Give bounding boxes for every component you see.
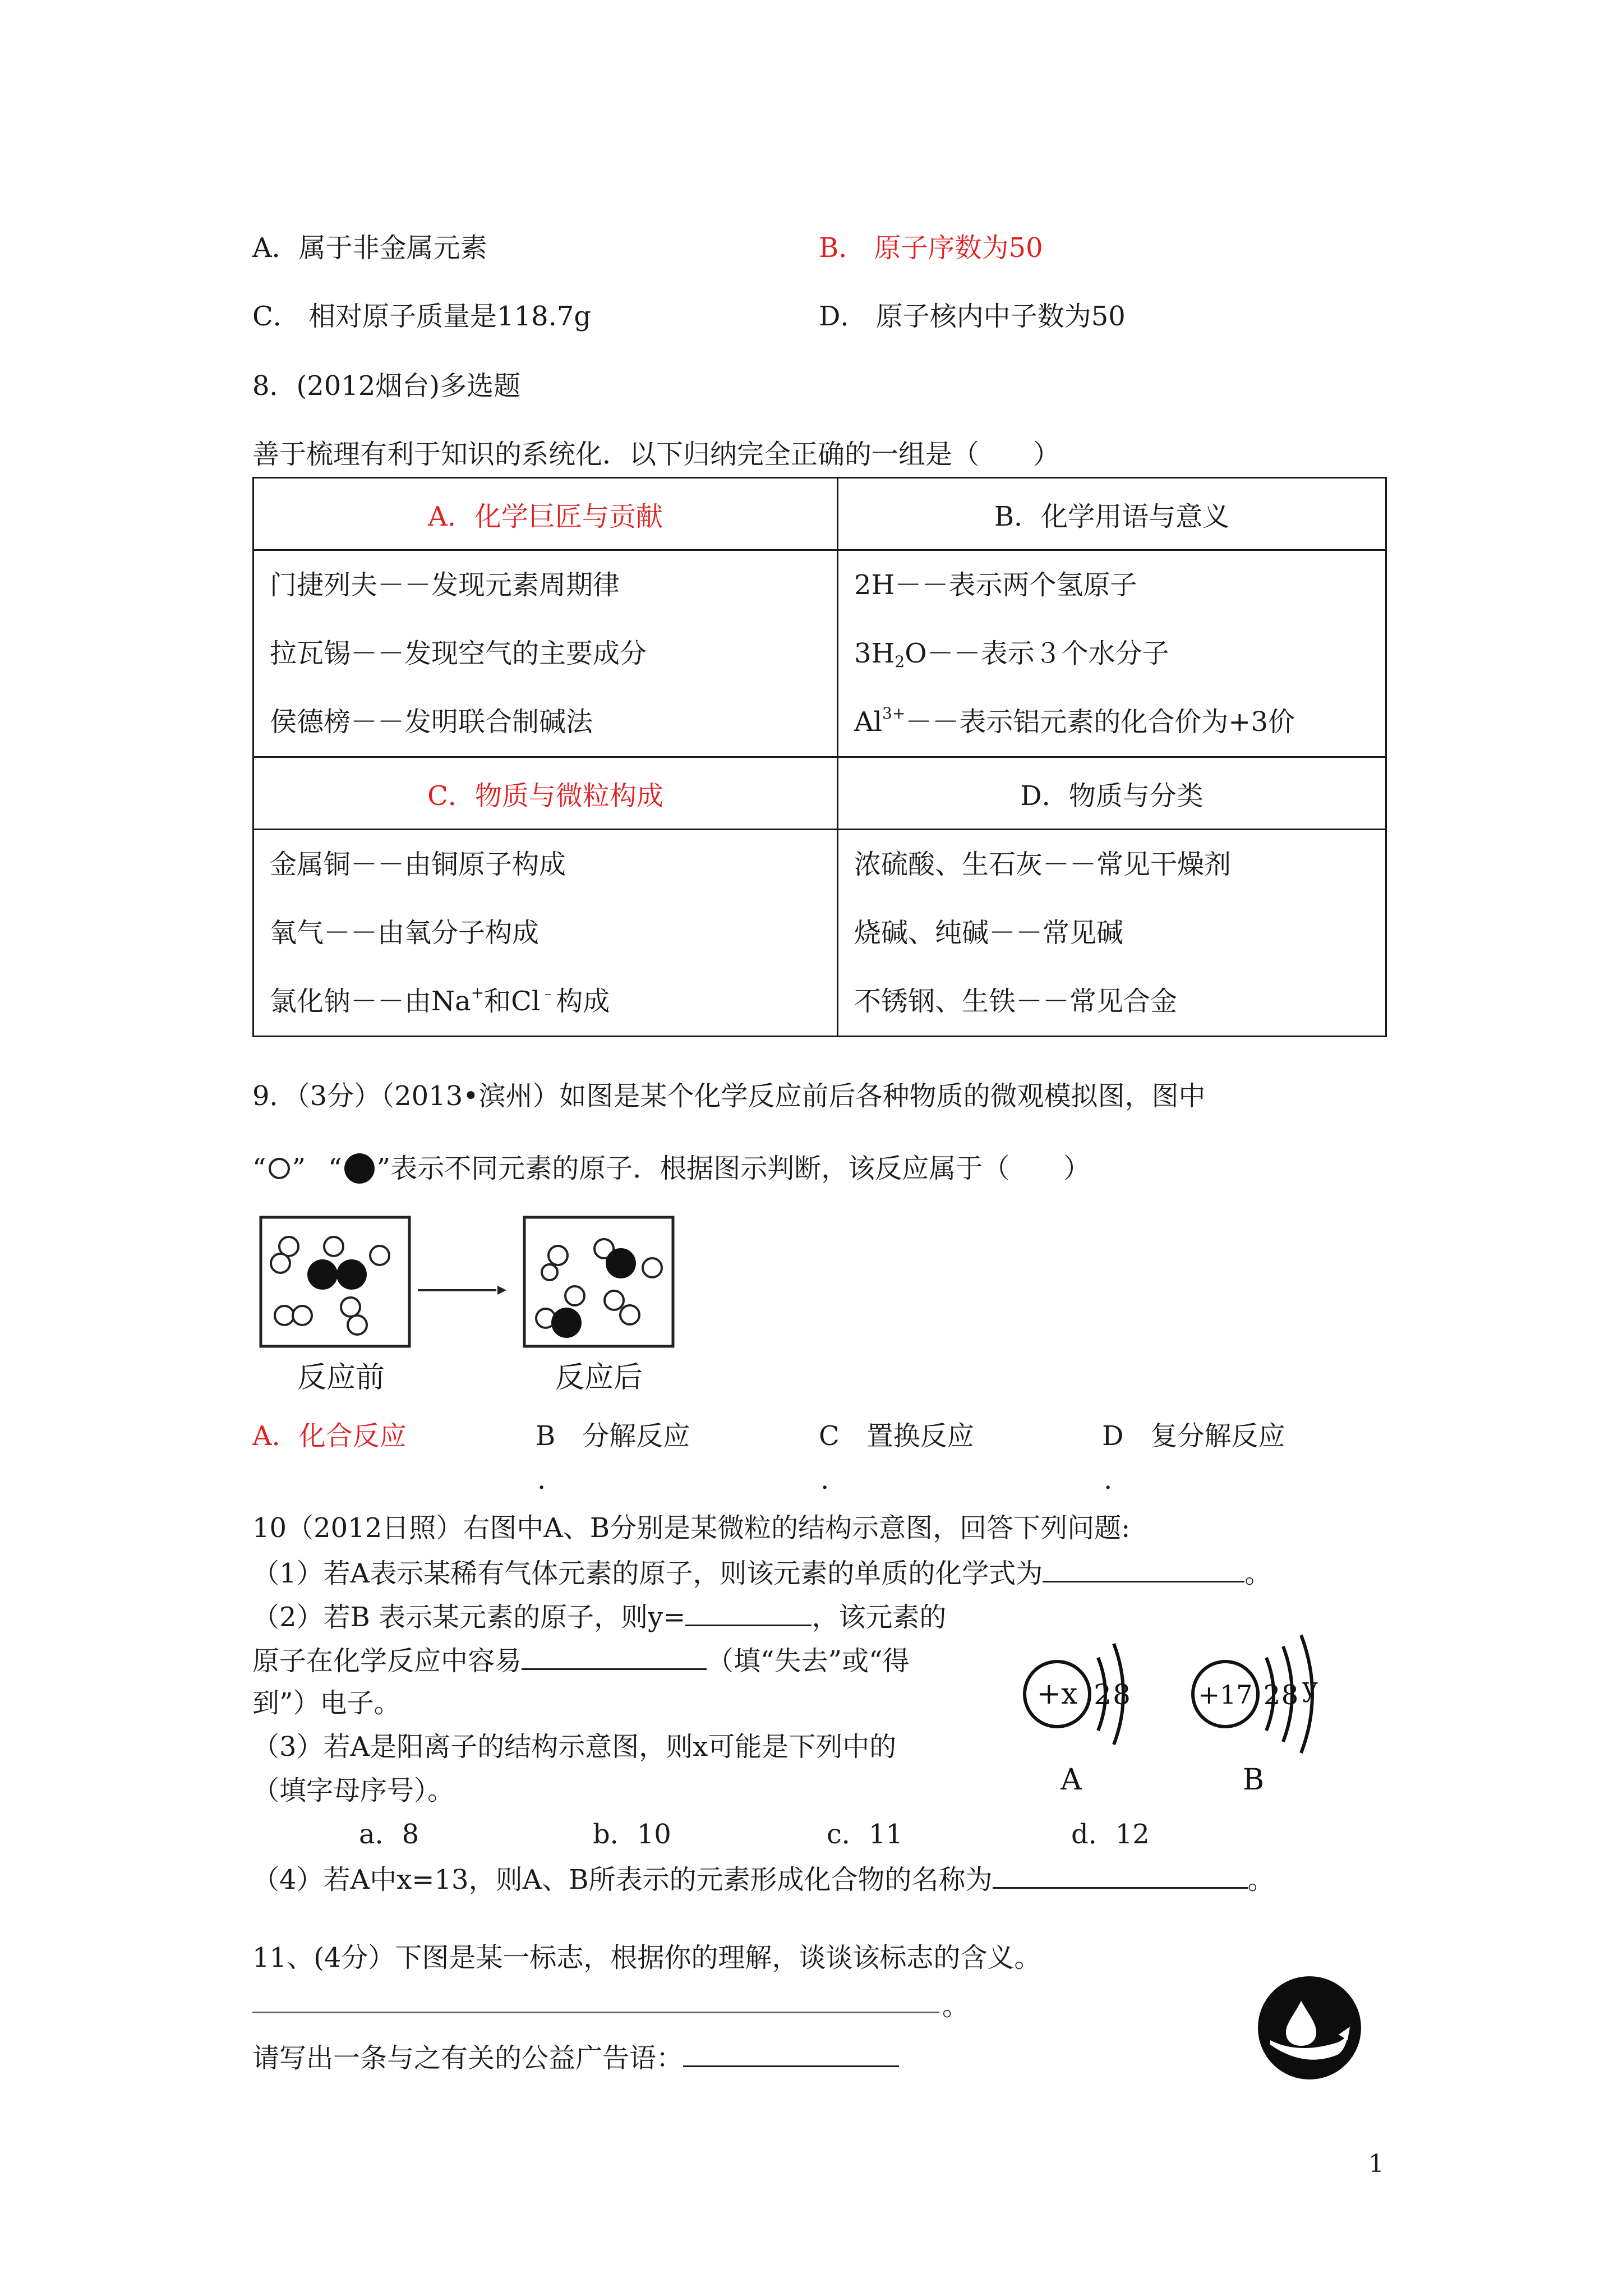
q8-cell-a-head: A．化学巨匠与贡献 [253, 478, 838, 550]
q11-answer-end: 。 [942, 1990, 970, 2022]
q9-label-after: 反应后 [555, 1361, 643, 1395]
white-atom-icon [266, 1156, 292, 1181]
q8-c-row-1: 金属铜－－由铜原子构成 [270, 849, 566, 880]
q10-blank-4[interactable] [993, 1865, 1248, 1889]
q11-slogan-blank[interactable] [683, 2043, 899, 2067]
q10-part1: （1）若A表示某稀有气体元素的原子，则该元素的单质的化学式为 。 [252, 1558, 1272, 1589]
q8-cell-b-body [838, 550, 1386, 757]
atom-a-shell-2: 8 [1113, 1678, 1131, 1711]
q8-b-row-3: $Al^{3+}--$表示铝元素的化合价为+3价 [854, 704, 1295, 738]
after-box [524, 1217, 673, 1346]
q8-a-row-3: 侯德榜－－发明联合制碱法 [270, 706, 593, 738]
atom-a-shell-1: 2 [1094, 1678, 1112, 1711]
q10-blank-2[interactable] [685, 1602, 811, 1626]
q8-stem: 善于梳理有利于知识的系统化．以下归纳完全正确的一组是（ ） [252, 439, 1061, 470]
q8-b-row-2: $3H_2O--$表示３个水分子 [854, 638, 1169, 671]
q10-choice-d: d．12 [1071, 1819, 1150, 1850]
atom-a-nucleus: +x [1036, 1677, 1078, 1711]
q10-choice-b: b．10 [593, 1819, 671, 1850]
atom-diagram-a [1004, 1627, 1131, 1806]
q8-d-row-3: 不锈钢、生铁－－常见合金 [854, 986, 1178, 1017]
q9-option-b-dot: . [537, 1464, 546, 1496]
before-box [261, 1217, 409, 1346]
water-saving-logo [1253, 1972, 1366, 2084]
black-atom-icon [342, 1151, 377, 1186]
q10-part2-line2: 原子在化学反应中容易 （填“失去”或“得 [252, 1645, 910, 1677]
q8-d-row-1: 浓硫酸、生石灰－－常见干燥剂 [854, 849, 1232, 880]
atom-b-shell-2: 8 [1281, 1680, 1299, 1711]
q7-option-a: A．属于非金属元素 [252, 232, 487, 264]
q8-c-row-2: 氧气－－由氧分子构成 [270, 917, 540, 949]
q10-part2-line3: 到”）电子。 [252, 1687, 401, 1719]
q9-option-c: C 置换反应 [819, 1420, 974, 1452]
q8-cell-b-head: B．化学用语与意义 [838, 478, 1386, 550]
q10-part4: （4）若A中x=13，则A、B所表示的元素形成化合物的名称为 。 [252, 1864, 1275, 1895]
q7-option-d: D． 原子核内中子数为50 [819, 301, 1126, 332]
q10-choice-c: c．11 [827, 1819, 903, 1850]
q7-option-c: C． 相对原子质量是118.7g [252, 301, 592, 332]
q8-d-row-2: 烧碱、纯碱－－常见碱 [854, 917, 1124, 949]
page-number: 1 [1368, 2150, 1384, 2178]
q9-stem-line2: “ ” “ ” 表示不同元素的原子．根据图示判断，该反应属于（ ） [252, 1151, 1090, 1186]
atom-b-shell-1: 2 [1263, 1680, 1281, 1711]
atom-diagram-b [1183, 1627, 1352, 1806]
q10-title: 10（2012日照）右图中A、B分别是某微粒的结构示意图，回答下列问题: [252, 1512, 1131, 1544]
q9-stem-line1: 9．（3分）（2013•滨州）如图是某个化学反应前后各种物质的微观模拟图，图中 [252, 1080, 1206, 1112]
q9-option-d: D 复分解反应 [1102, 1420, 1285, 1452]
q11-slogan-prompt: 请写出一条与之有关的公益广告语： [252, 2043, 899, 2072]
atom-b-label: B [1242, 1763, 1265, 1797]
q8-cell-c-body [253, 830, 838, 1037]
q10-part3-line2: （填字母序号）。 [252, 1775, 455, 1806]
q8-title: 8．(2012烟台)多选题 [252, 370, 521, 402]
atom-a-label: A [1061, 1763, 1082, 1797]
q8-cell-c-head: C．物质与微粒构成 [253, 757, 838, 830]
q10-blank-1[interactable] [1043, 1558, 1244, 1582]
atom-b-nucleus: +17 [1198, 1680, 1253, 1710]
q8-a-row-1: 门捷列夫－－发现元素周期律 [270, 569, 620, 601]
q9-option-d-dot: . [1104, 1464, 1113, 1496]
q8-summary-table [252, 477, 1387, 1037]
q9-label-before: 反应前 [297, 1361, 385, 1395]
q10-part3-line1: （3）若A是阳离子的结构示意图，则x可能是下列中的 [252, 1731, 897, 1763]
q9-option-b: B 分解反应 [536, 1420, 690, 1452]
q11-stem: 11、(4分）下图是某一标志，根据你的理解，谈谈该标志的含义。 [252, 1942, 1041, 1973]
q11-answer-line[interactable] [252, 2012, 939, 2013]
q8-cell-d-head: D．物质与分类 [838, 757, 1386, 830]
atom-b-shell-3: y [1302, 1672, 1318, 1703]
q8-c-row-3: 氯化钠－－由Na+和Cl﹣构成 [270, 983, 610, 1017]
q8-a-row-2: 拉瓦锡－－发现空气的主要成分 [270, 638, 647, 669]
q8-b-row-1: 2H－－表示两个氢原子 [854, 569, 1137, 601]
q8-cell-a-body [253, 550, 838, 757]
q7-option-b: B． 原子序数为50 [819, 232, 1043, 264]
q8-cell-d-body [838, 830, 1386, 1037]
q10-part2-line1: （2）若B 表示某元素的原子，则y= ，该元素的 [252, 1602, 947, 1633]
q9-option-c-dot: . [820, 1464, 829, 1496]
q10-blank-3[interactable] [522, 1646, 707, 1670]
q10-choice-a: a．8 [359, 1819, 419, 1850]
q9-option-a: A．化合反应 [252, 1420, 407, 1452]
